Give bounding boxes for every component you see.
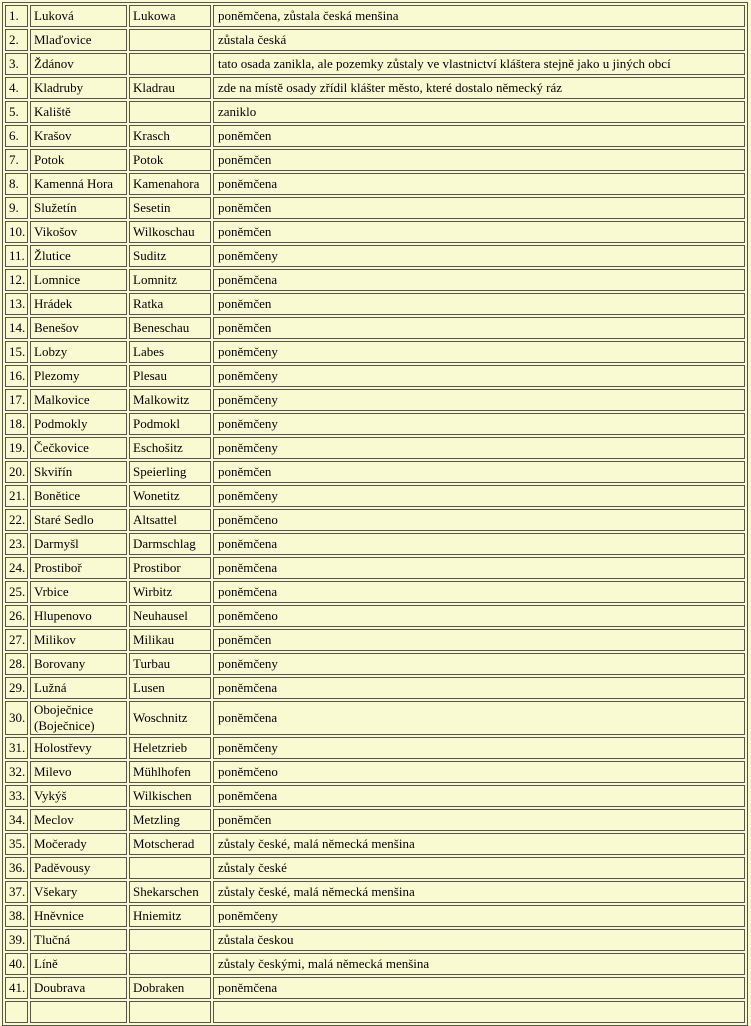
czech-name-cell: Vrbice (30, 581, 127, 603)
row-number-cell: 27. (5, 629, 28, 651)
row-number-cell: 1. (5, 5, 28, 27)
table-row (5, 437, 745, 459)
note-cell: zůstala česká (213, 29, 745, 51)
table-row (5, 29, 745, 51)
row-number-cell: 14. (5, 317, 28, 339)
table-row (5, 461, 745, 483)
czech-name-cell: Hněvnice (30, 905, 127, 927)
table-row (5, 581, 745, 603)
german-name-cell: Dobraken (129, 977, 211, 999)
table-row (5, 761, 745, 783)
table-row (5, 677, 745, 699)
german-name-cell: Hniemitz (129, 905, 211, 927)
table-row (5, 533, 745, 555)
czech-name-cell: Doubrava (30, 977, 127, 999)
german-name-cell (129, 929, 211, 951)
czech-name-cell: Vykýš (30, 785, 127, 807)
czech-name-cell: Hrádek (30, 293, 127, 315)
german-name-cell: Ratka (129, 293, 211, 315)
row-number-cell: 28. (5, 653, 28, 675)
czech-name-cell (30, 1001, 127, 1023)
table-row (5, 629, 745, 651)
row-number-cell: 36. (5, 857, 28, 879)
czech-name-cell: Tlučná (30, 929, 127, 951)
note-cell: poněmčena (213, 173, 745, 195)
row-number-cell: 23. (5, 533, 28, 555)
czech-name-cell: Čečkovice (30, 437, 127, 459)
note-cell: poněmčen (213, 809, 745, 831)
row-number-cell: 31. (5, 737, 28, 759)
note-cell: poněmčena (213, 977, 745, 999)
table-row (5, 197, 745, 219)
table-row (5, 125, 745, 147)
german-name-cell: Darmschlag (129, 533, 211, 555)
table-row-partial (5, 1001, 745, 1023)
row-number-cell: 39. (5, 929, 28, 951)
row-number-cell: 26. (5, 605, 28, 627)
table-row (5, 701, 745, 735)
note-cell: poněmčeny (213, 365, 745, 387)
note-cell: zůstaly českými, malá německá menšina (213, 953, 745, 975)
row-number-cell: 22. (5, 509, 28, 531)
german-name-cell (129, 53, 211, 75)
german-name-cell: Wilkoschau (129, 221, 211, 243)
german-name-cell: Suditz (129, 245, 211, 267)
note-cell: poněmčena (213, 533, 745, 555)
note-cell: zůstaly české (213, 857, 745, 879)
note-cell (213, 1001, 745, 1023)
german-name-cell: Lusen (129, 677, 211, 699)
row-number-cell: 2. (5, 29, 28, 51)
row-number-cell: 8. (5, 173, 28, 195)
german-name-cell: Milikau (129, 629, 211, 651)
note-cell: poněmčena (213, 677, 745, 699)
czech-name-cell: Močerady (30, 833, 127, 855)
czech-name-cell: Oboječnice (Boječnice) (30, 701, 127, 735)
row-number-cell: 34. (5, 809, 28, 831)
note-cell: zaniklo (213, 101, 745, 123)
czech-name-cell: Kamenná Hora (30, 173, 127, 195)
czech-name-cell: Podmokly (30, 413, 127, 435)
row-number-cell: 4. (5, 77, 28, 99)
czech-name-cell: Plezomy (30, 365, 127, 387)
german-name-cell (129, 101, 211, 123)
german-name-cell: Kladrau (129, 77, 211, 99)
table-row (5, 245, 745, 267)
czech-name-cell: Milikov (30, 629, 127, 651)
note-cell: poněmčen (213, 197, 745, 219)
german-name-cell: Plesau (129, 365, 211, 387)
note-cell: poněmčeny (213, 653, 745, 675)
german-name-cell: Wirbitz (129, 581, 211, 603)
note-cell: tato osada zanikla, ale pozemky zůstaly ve vlastnictví kláštera stejně jako u jiných obcí (213, 53, 745, 75)
table-row (5, 149, 745, 171)
table-body (5, 5, 745, 1023)
note-cell: poněmčena (213, 701, 745, 735)
czech-name-cell: Paděvousy (30, 857, 127, 879)
note-cell: poněmčen (213, 629, 745, 651)
note-cell: poněmčeno (213, 761, 745, 783)
note-cell: zůstaly české, malá německá menšina (213, 881, 745, 903)
note-cell: poněmčeny (213, 245, 745, 267)
czech-name-cell: Ždánov (30, 53, 127, 75)
table-row (5, 809, 745, 831)
table-row (5, 929, 745, 951)
czech-name-cell: Lobzy (30, 341, 127, 363)
row-number-cell: 33. (5, 785, 28, 807)
row-number-cell: 25. (5, 581, 28, 603)
note-cell: poněmčeny (213, 413, 745, 435)
czech-name-cell: Benešov (30, 317, 127, 339)
table-row (5, 509, 745, 531)
note-cell: poněmčena (213, 269, 745, 291)
note-cell: poněmčeno (213, 509, 745, 531)
czech-name-cell: Kladruby (30, 77, 127, 99)
german-name-cell: Sesetin (129, 197, 211, 219)
table-row (5, 857, 745, 879)
german-name-cell: Podmokl (129, 413, 211, 435)
czech-name-cell: Mlaďovice (30, 29, 127, 51)
czech-name-cell: Milevo (30, 761, 127, 783)
table-row (5, 365, 745, 387)
german-name-cell (129, 953, 211, 975)
row-number-cell: 10. (5, 221, 28, 243)
table-row (5, 317, 745, 339)
czech-name-cell: Služetín (30, 197, 127, 219)
note-cell: poněmčen (213, 149, 745, 171)
table-row (5, 557, 745, 579)
table-row (5, 953, 745, 975)
german-name-cell: Wilkischen (129, 785, 211, 807)
row-number-cell: 37. (5, 881, 28, 903)
row-number-cell (5, 1001, 28, 1023)
german-name-cell: Woschnitz (129, 701, 211, 735)
note-cell: poněmčeny (213, 905, 745, 927)
czech-name-cell: Malkovice (30, 389, 127, 411)
table-row (5, 173, 745, 195)
table-row (5, 5, 745, 27)
note-cell: poněmčen (213, 125, 745, 147)
german-name-cell: Speierling (129, 461, 211, 483)
note-cell: poněmčeny (213, 389, 745, 411)
row-number-cell: 21. (5, 485, 28, 507)
note-cell: poněmčena (213, 581, 745, 603)
czech-name-cell: Luková (30, 5, 127, 27)
row-number-cell: 40. (5, 953, 28, 975)
czech-name-cell: Vikošov (30, 221, 127, 243)
german-name-cell: Lukowa (129, 5, 211, 27)
german-name-cell: Turbau (129, 653, 211, 675)
note-cell: poněmčena (213, 557, 745, 579)
table-row (5, 485, 745, 507)
table-row (5, 653, 745, 675)
german-name-cell: Lomnitz (129, 269, 211, 291)
table-row (5, 413, 745, 435)
czech-name-cell: Hlupenovo (30, 605, 127, 627)
german-name-cell: Malkowitz (129, 389, 211, 411)
row-number-cell: 7. (5, 149, 28, 171)
row-number-cell: 24. (5, 557, 28, 579)
row-number-cell: 6. (5, 125, 28, 147)
row-number-cell: 35. (5, 833, 28, 855)
german-name-cell: Wonetitz (129, 485, 211, 507)
czech-name-cell: Líně (30, 953, 127, 975)
row-number-cell: 15. (5, 341, 28, 363)
table-row (5, 269, 745, 291)
czech-name-cell: Kaliště (30, 101, 127, 123)
row-number-cell: 41. (5, 977, 28, 999)
table-row (5, 977, 745, 999)
table-row (5, 881, 745, 903)
note-cell: poněmčen (213, 461, 745, 483)
row-number-cell: 30. (5, 701, 28, 735)
table-row (5, 785, 745, 807)
table-row (5, 737, 745, 759)
german-name-cell: Labes (129, 341, 211, 363)
table-row (5, 293, 745, 315)
note-cell: poněmčeny (213, 737, 745, 759)
note-cell: zůstaly české, malá německá menšina (213, 833, 745, 855)
note-cell: poněmčeno (213, 605, 745, 627)
table-row (5, 53, 745, 75)
czech-name-cell: Lomnice (30, 269, 127, 291)
czech-name-cell: Potok (30, 149, 127, 171)
czech-name-cell: Všekary (30, 881, 127, 903)
row-number-cell: 19. (5, 437, 28, 459)
note-cell: poněmčeny (213, 341, 745, 363)
row-number-cell: 38. (5, 905, 28, 927)
german-name-cell: Mühlhofen (129, 761, 211, 783)
row-number-cell: 5. (5, 101, 28, 123)
note-cell: poněmčena (213, 785, 745, 807)
table-row (5, 341, 745, 363)
czech-name-cell: Borovany (30, 653, 127, 675)
row-number-cell: 3. (5, 53, 28, 75)
row-number-cell: 11. (5, 245, 28, 267)
row-number-cell: 13. (5, 293, 28, 315)
german-name-cell: Neuhausel (129, 605, 211, 627)
czech-name-cell: Krašov (30, 125, 127, 147)
table-row (5, 905, 745, 927)
czech-name-cell: Lužná (30, 677, 127, 699)
czech-name-cell: Prostiboř (30, 557, 127, 579)
row-number-cell: 16. (5, 365, 28, 387)
czech-name-cell: Skviřín (30, 461, 127, 483)
german-name-cell: Metzling (129, 809, 211, 831)
german-name-cell: Krasch (129, 125, 211, 147)
row-number-cell: 32. (5, 761, 28, 783)
row-number-cell: 20. (5, 461, 28, 483)
german-name-cell: Altsattel (129, 509, 211, 531)
row-number-cell: 12. (5, 269, 28, 291)
czech-name-cell: Bonětice (30, 485, 127, 507)
german-name-cell (129, 29, 211, 51)
german-name-cell: Beneschau (129, 317, 211, 339)
row-number-cell: 29. (5, 677, 28, 699)
note-cell: poněmčeny (213, 485, 745, 507)
german-name-cell: Prostibor (129, 557, 211, 579)
german-name-cell (129, 1001, 211, 1023)
note-cell: poněmčen (213, 221, 745, 243)
german-name-cell (129, 857, 211, 879)
table-row (5, 101, 745, 123)
german-name-cell: Motscherad (129, 833, 211, 855)
row-number-cell: 18. (5, 413, 28, 435)
german-name-cell: Shekarschen (129, 881, 211, 903)
note-cell: poněmčeny (213, 437, 745, 459)
table-row (5, 833, 745, 855)
note-cell: poněmčen (213, 293, 745, 315)
row-number-cell: 9. (5, 197, 28, 219)
czech-name-cell: Darmyšl (30, 533, 127, 555)
note-cell: zde na místě osady zřídil klášter město, které dostalo německý ráz (213, 77, 745, 99)
czech-name-cell: Holostřevy (30, 737, 127, 759)
table-row (5, 77, 745, 99)
table-row (5, 389, 745, 411)
note-cell: zůstala českou (213, 929, 745, 951)
table-row (5, 605, 745, 627)
note-cell: poněmčen (213, 317, 745, 339)
villages-table (2, 2, 748, 1026)
czech-name-cell: Meclov (30, 809, 127, 831)
german-name-cell: Eschošitz (129, 437, 211, 459)
german-name-cell: Heletzrieb (129, 737, 211, 759)
german-name-cell: Potok (129, 149, 211, 171)
german-name-cell: Kamenahora (129, 173, 211, 195)
table-row (5, 221, 745, 243)
note-cell: poněmčena, zůstala česká menšina (213, 5, 745, 27)
row-number-cell: 17. (5, 389, 28, 411)
czech-name-cell: Staré Sedlo (30, 509, 127, 531)
czech-name-cell: Žlutice (30, 245, 127, 267)
